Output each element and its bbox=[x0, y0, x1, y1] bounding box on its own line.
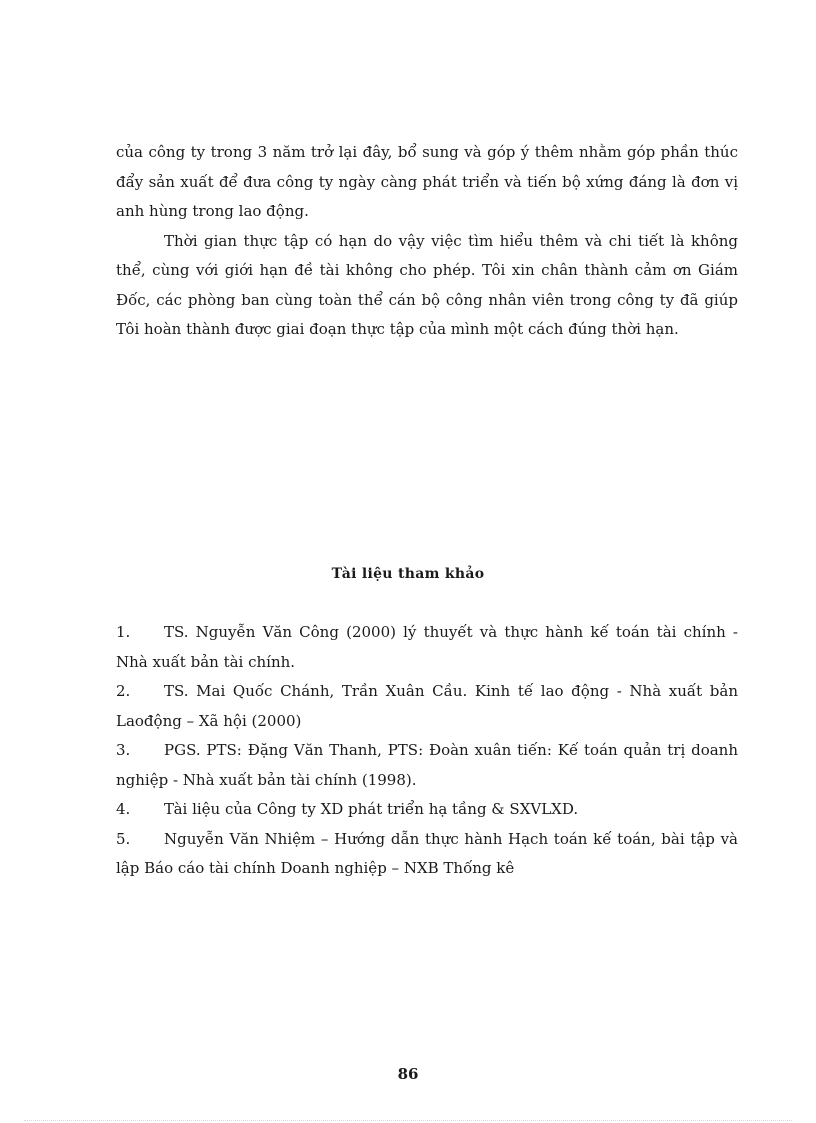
reference-item bbox=[116, 736, 738, 795]
reference-item bbox=[116, 616, 738, 677]
reference-item bbox=[116, 795, 738, 825]
body-text bbox=[116, 138, 738, 345]
reference-text: TS. Nguyễn Văn Công (2000) lý thuyết và thực hành kế toán tài chính - Nhà xuất bản tài chính. bbox=[116, 623, 738, 671]
page-number: 86 bbox=[397, 1065, 419, 1083]
page-bottom-divider bbox=[24, 1120, 792, 1121]
paragraph-2: Thời gian thực tập có hạn do vậy việc tìm hiểu thêm và chi tiết là không thể, cùng với giới hạn đề tài không cho phép. Tôi xin chân thành cảm ơn Giám Đốc, các phòng ban cùng toàn thể cán bộ công nhân viên trong công ty đã giúp Tôi hoàn thành được giai đoạn thực tập của mình một cách đúng thời hạn. bbox=[116, 231, 738, 338]
reference-number: 3. bbox=[116, 741, 131, 759]
references-title: Tài liệu tham khảo bbox=[331, 566, 485, 582]
reference-text: Tài liệu của Công ty XD phát triển hạ tầng & SXVLXD. bbox=[164, 800, 579, 818]
reference-item bbox=[116, 825, 738, 884]
paragraph-1: của công ty trong 3 năm trở lại đây, bổ sung và góp ý thêm nhằm góp phần thúc đẩy sản xuất để đưa công ty ngày càng phát triển và tiến bộ xứng đáng là đơn vị anh hùng trong lao động. bbox=[116, 143, 738, 220]
reference-text: TS. Mai Quốc Chánh, Trần Xuân Cầu. Kinh tế lao động - Nhà xuất bản Laođộng – Xã hội (2000) bbox=[116, 682, 738, 730]
reference-text: PGS. PTS: Đặng Văn Thanh, PTS: Đoàn xuân tiến: Kế toán quản trị doanh nghiệp - Nhà xuất bản tài chính (1998). bbox=[116, 741, 738, 789]
reference-number: 1. bbox=[116, 623, 131, 641]
references-list bbox=[116, 616, 738, 884]
reference-number: 5. bbox=[116, 829, 131, 848]
reference-item bbox=[116, 677, 738, 736]
reference-number: 4. bbox=[116, 800, 131, 818]
reference-text: Nguyễn Văn Nhiệm – Hướng dẫn thực hành Hạch toán kế toán, bài tập và lập Báo cáo tài chính Doanh nghiệp – NXB Thống kê bbox=[116, 829, 738, 877]
reference-number: 2. bbox=[116, 682, 131, 700]
